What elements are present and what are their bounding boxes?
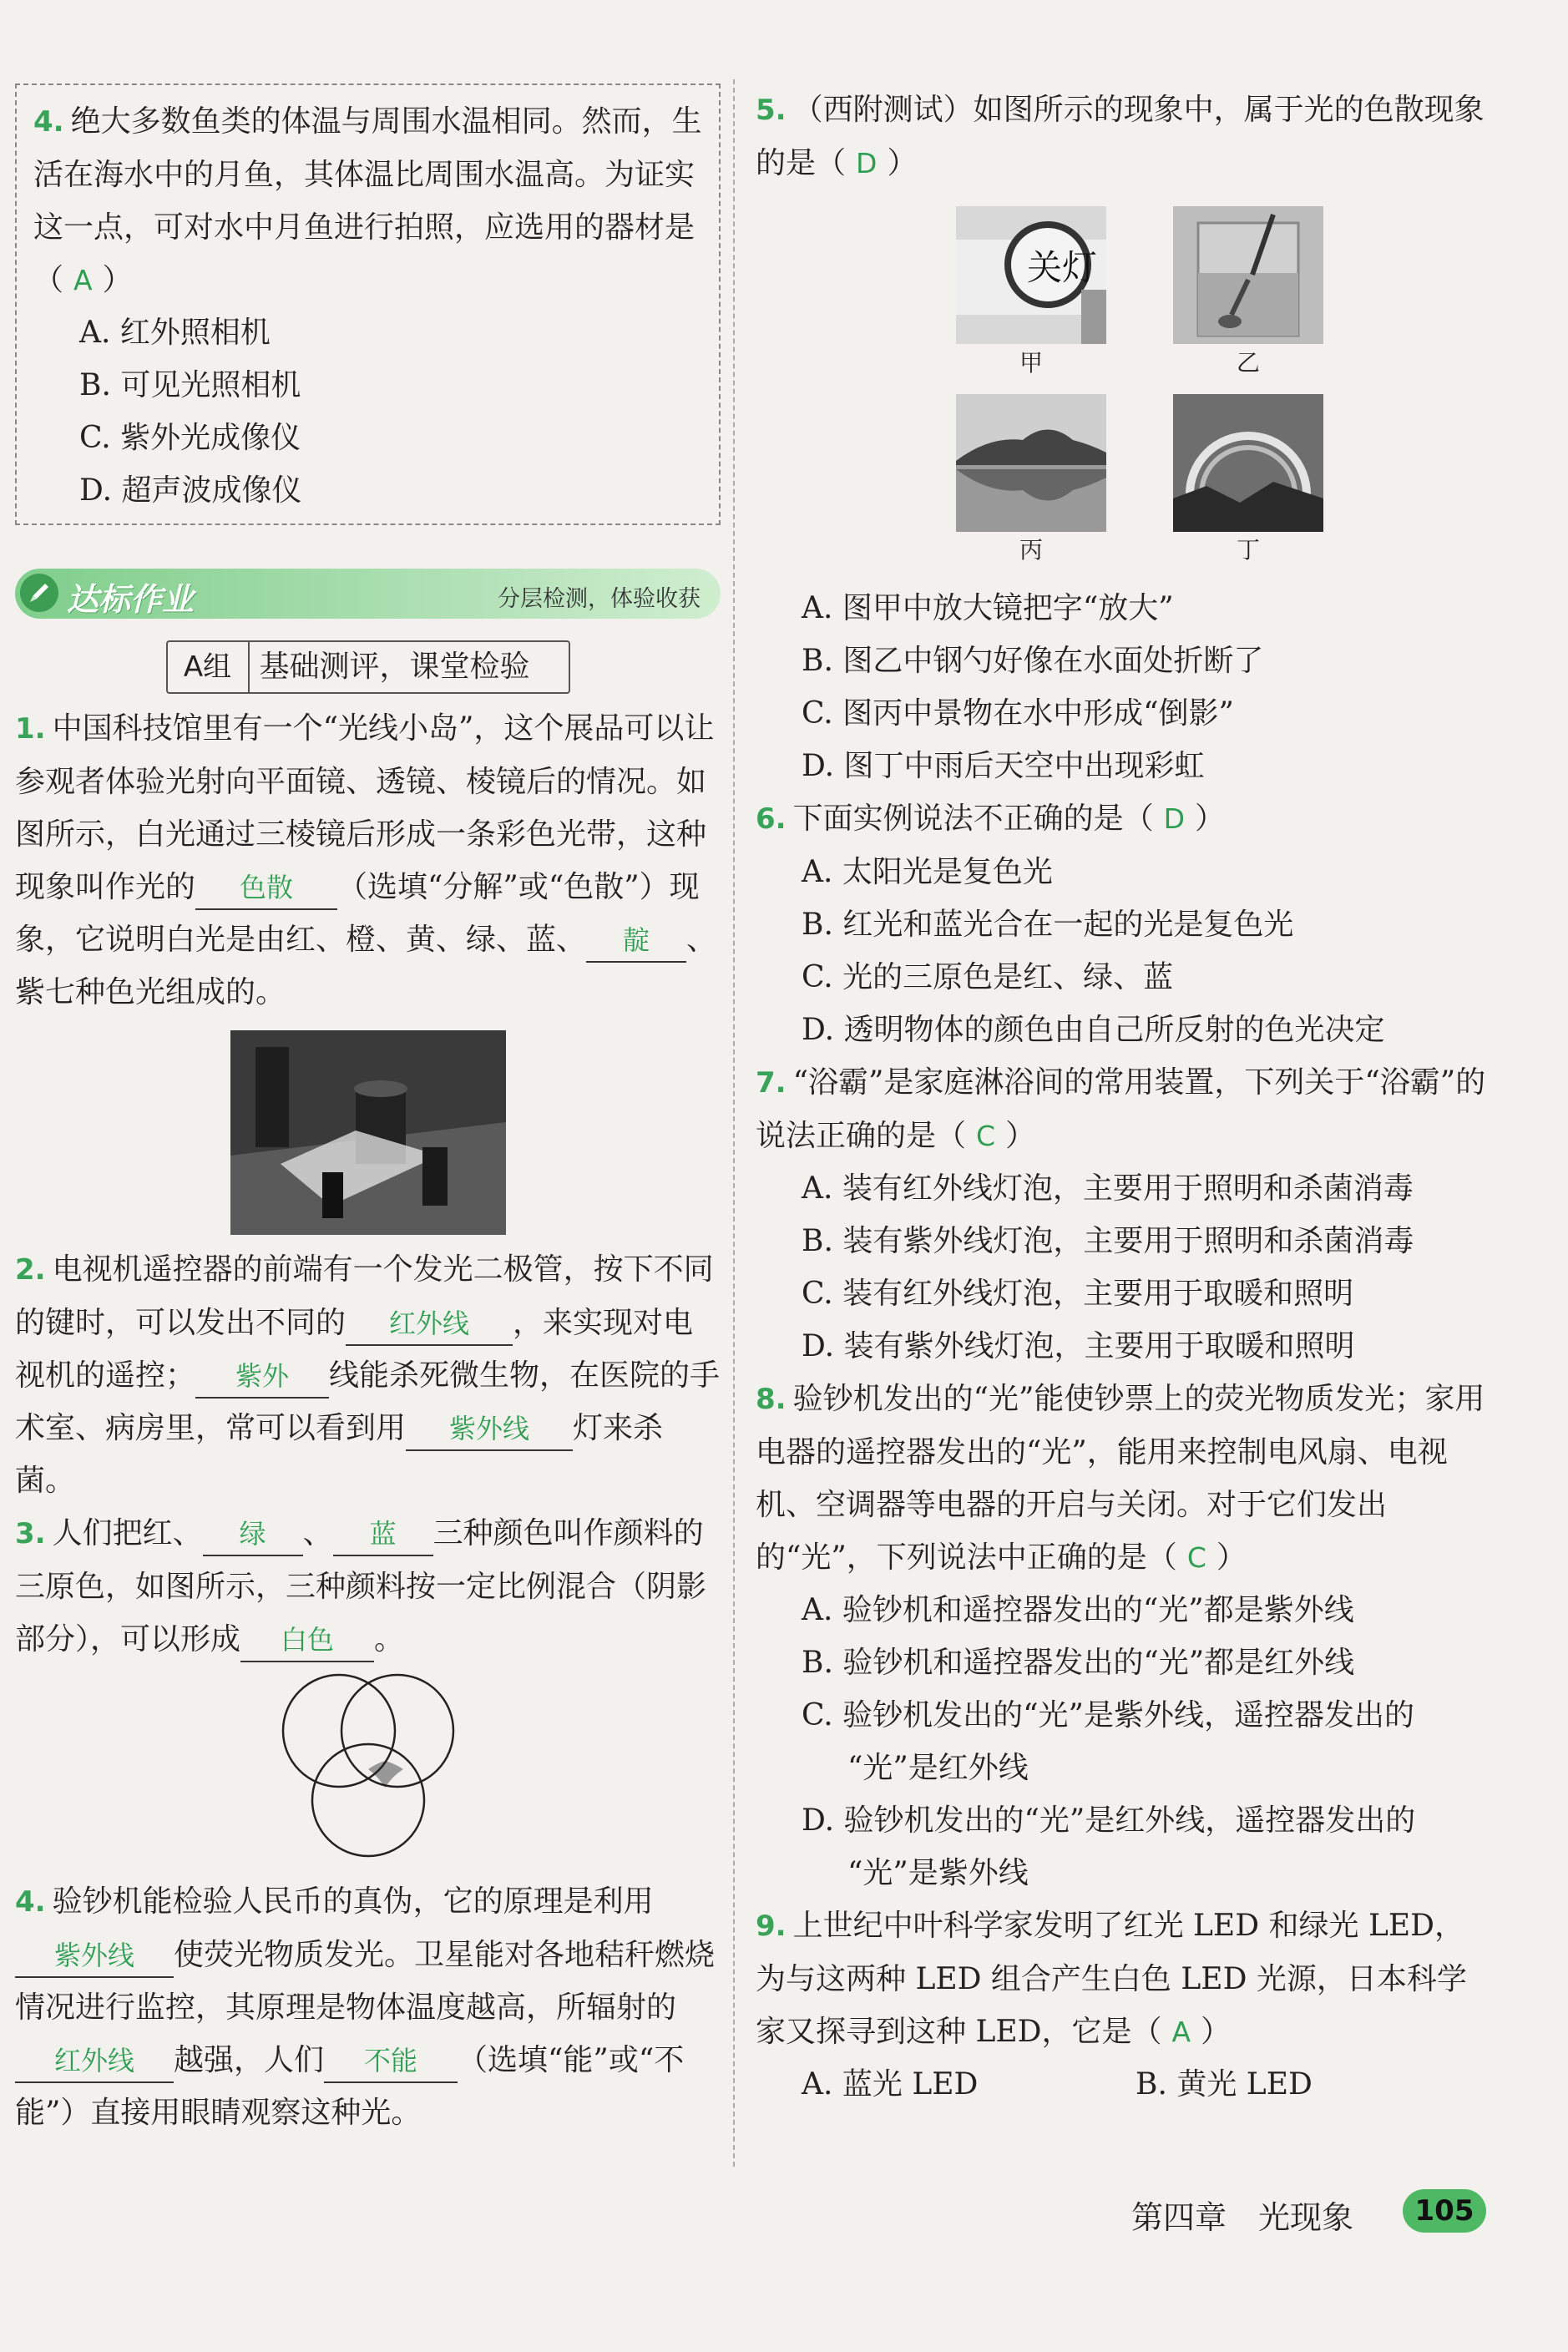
answer-blank: 红外线 (346, 1302, 513, 1346)
question-4: 4. 验钞机能检验人民币的真伪，它的原理是利用紫外线 使荧光物质发光。卫星能对各地秸秆燃烧情况进行监控，其原理是物体温度越高，所辐射的红外线 越强，人们 不能 （选填“能”或“不能”）直接用眼睛观察这种光。 (15, 1884, 716, 2130)
rainbow-photo (1173, 394, 1323, 532)
page-number: 105 (1403, 2189, 1486, 2233)
option: A. 验钞机和遥控器发出的“光”都是紫外线 (802, 1593, 1354, 1627)
section-title: 达标作业 (67, 581, 195, 618)
answer-blank: 不能 (324, 2040, 458, 2083)
left-column (15, 83, 721, 2139)
column-divider (733, 79, 735, 2167)
question-2: 2. 电视机遥控器的前端有一个发光二极管，按下不同的键时，可以发出不同的 红外线 ，来实现对电视机的遥控； 紫外 线能杀死微生物，在医院的手术室、病房里，常可以看到用 紫外线 灯来杀菌。 (15, 1252, 721, 1498)
answer-blank: 靛 (586, 919, 686, 963)
option: B. 装有紫外线灯泡，主要用于照明和杀菌消毒 (802, 1224, 1414, 1258)
answer: D (856, 147, 878, 180)
option: B. 图乙中钢勺好像在水面处折断了 (802, 644, 1264, 678)
spoon-in-water-photo (1173, 206, 1323, 344)
right-column (756, 83, 1490, 2111)
question-6: 6. 下面实例说法不正确的是（ D ） (756, 802, 1226, 836)
option: C. 验钞机发出的“光”是紫外线，遥控器发出的 (802, 1698, 1414, 1732)
question-box-pre-4 (15, 83, 721, 525)
section-header (15, 569, 721, 619)
group-title: 基础测评，课堂检验 (259, 650, 530, 684)
question-9: 9. 上世纪中叶科学家发明了红光 LED 和绿光 LED，为与这两种 LED 组合产生白色 LED 光源，日本科学家又探寻到这种 LED，它是（ A ） (756, 1909, 1467, 2049)
option-continuation: “光”是紫外线 (847, 1856, 1029, 1890)
option: B. 验钞机和遥控器发出的“光”都是红外线 (802, 1646, 1355, 1680)
option: B. 红光和蓝光合在一起的光是复色光 (802, 908, 1294, 942)
option: C. 图丙中景物在水中形成“倒影” (802, 696, 1234, 731)
answer-blank: 色散 (195, 867, 337, 910)
section-subtitle: 分层检测，体验收获 (498, 586, 701, 612)
group-label-box (166, 640, 570, 694)
answer-blank: 蓝 (333, 1513, 433, 1556)
answer-blank: 紫外 (195, 1355, 329, 1399)
answer: C (976, 1120, 996, 1152)
figure-grid (756, 190, 1490, 582)
question-8: 8. 验钞机发出的“光”能使钞票上的荧光物质发光；家用电器的遥控器发出的“光”，能用来控制电风扇、电视机、空调器等电器的开启与关闭。对于它们发出的“光”，下列说法中正确的是（ C ） (756, 1382, 1485, 1575)
answer: D (1163, 802, 1186, 835)
answer-blank: 紫外线 (15, 1935, 174, 1978)
figure-label: 丁 (1236, 536, 1260, 564)
option: A. 红外照相机 (79, 316, 271, 350)
question-7: 7. “浴霸”是家庭淋浴间的常用装置，下列关于“浴霸”的说法正确的是（ C ） (756, 1065, 1486, 1153)
sign-text: 关灯 (1027, 247, 1098, 288)
option: D. 装有紫外线灯泡，主要用于取暖和照明 (802, 1329, 1355, 1363)
answer-blank: 白色 (240, 1619, 374, 1662)
option: A. 蓝光 LED (802, 2067, 979, 2102)
answer: C (1186, 1541, 1206, 1574)
option: A. 太阳光是复色光 (802, 855, 1053, 889)
option-continuation: “光”是红外线 (847, 1751, 1029, 1785)
answer-blank: 红外线 (15, 2040, 174, 2083)
option: A. 装有红外线灯泡，主要用于照明和杀菌消毒 (802, 1171, 1414, 1206)
option: D. 超声波成像仪 (79, 473, 302, 508)
option: B. 黄光 LED (1136, 2067, 1313, 2102)
prism-photo (230, 1030, 506, 1235)
answer: A (73, 264, 93, 296)
chapter-footer: 第四章 光现象 (1131, 2199, 1354, 2236)
option: A. 图甲中放大镜把字“放大” (802, 591, 1174, 625)
option: B. 可见光照相机 (79, 368, 301, 402)
option: C. 装有红外线灯泡，主要用于取暖和照明 (802, 1277, 1354, 1311)
figure-label: 甲 (1019, 349, 1043, 377)
answer-blank: 绿 (203, 1513, 303, 1556)
question-3: 3. 人们把红、 绿 、 蓝 三种颜色叫作颜料的三原色，如图所示，三种颜料按一定比例混合（阴影部分），可以形成 白色 。 (15, 1507, 721, 1666)
pencil-icon (20, 574, 58, 612)
option-row (756, 2058, 1490, 2111)
reflection-photo (956, 394, 1106, 532)
option: C. 紫外光成像仪 (79, 421, 301, 455)
answer-blank: 紫外线 (406, 1408, 573, 1451)
question-5: 5. （西附测试）如图所示的现象中，属于光的色散现象的是（ D ） (756, 93, 1485, 180)
venn-diagram (15, 1671, 721, 1870)
group-label: A组 (168, 642, 250, 692)
question-pre-4: 4. 绝大多数鱼类的体温与周围水温相同。然而，生活在海水中的月鱼，其体温比周围水温高。为证实这一点，可对水中月鱼进行拍照，应选用的器材是（ A ） (33, 104, 702, 297)
answer: A (1171, 2016, 1191, 2048)
option: D. 透明物体的颜色由自己所反射的色光决定 (802, 1013, 1385, 1047)
option: D. 图丁中雨后天空中出现彩虹 (802, 749, 1205, 783)
figure-label: 乙 (1236, 349, 1260, 377)
magnifier-photo (956, 206, 1106, 344)
option: C. 光的三原色是红、绿、蓝 (802, 960, 1174, 994)
question-1: 1. 中国科技馆里有一个“光线小岛”，这个展品可以让参观者体验光射向平面镜、透镜、棱镜后的情况。如图所示，白光通过三棱镜后形成一条彩色光带，这种现象叫作光的 色散 （选填“分解”或“色散”）现象，它说明白光是由红、橙、黄、绿、蓝、 靛 、紫七种色光组成的。 (15, 711, 717, 1009)
figure-label: 丙 (1019, 536, 1043, 564)
option: D. 验钞机发出的“光”是红外线，遥控器发出的 (802, 1803, 1416, 1838)
